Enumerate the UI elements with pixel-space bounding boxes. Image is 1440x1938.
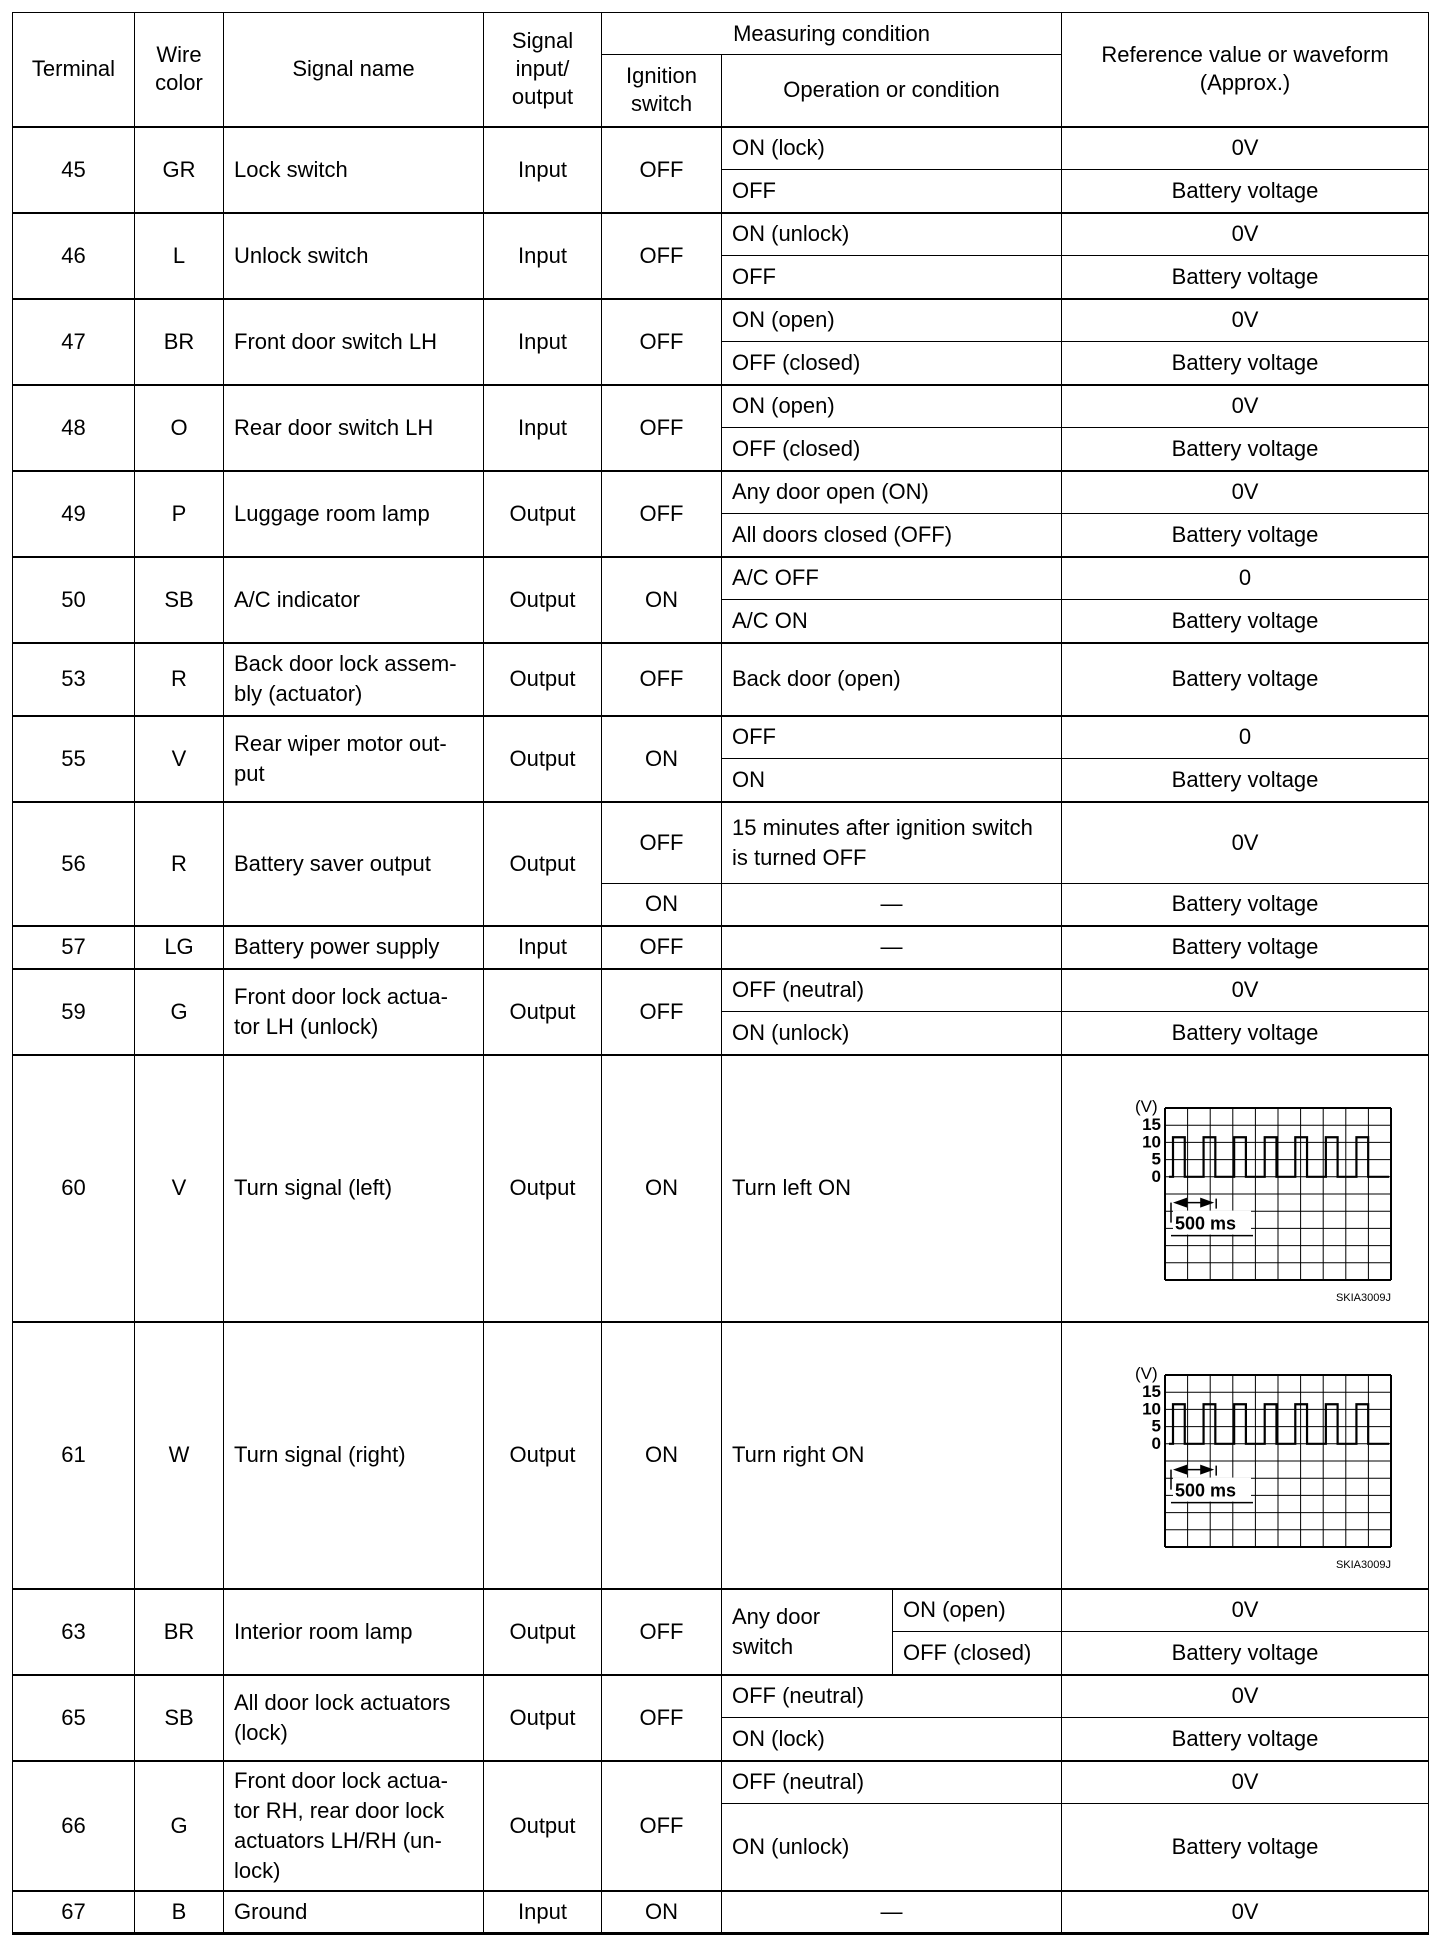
- table-row: [13, 1322, 1429, 1589]
- terminal-cell: 46: [13, 213, 135, 299]
- operation-cell: OFF (closed): [722, 342, 1062, 385]
- ignition-cell: OFF: [602, 213, 722, 299]
- header-wire-color: Wire color: [135, 13, 224, 127]
- waveform-chart: [1095, 1340, 1395, 1570]
- terminal-cell: 66: [13, 1761, 135, 1891]
- signal-name-cell: Luggage room lamp: [224, 471, 484, 557]
- waveform-trace: [1169, 1404, 1389, 1444]
- waveform-chart: [1095, 1073, 1395, 1303]
- operation-cell: —: [722, 926, 1062, 969]
- waveform-cell: [1062, 1322, 1429, 1589]
- signal-name-cell: Front door lock actua-tor RH, rear door lock actuators LH/RH (un-lock): [224, 1761, 484, 1891]
- y-tick-label: 5: [1151, 1416, 1162, 1436]
- table-row: [13, 1055, 1429, 1322]
- operation-cell: All doors closed (OFF): [722, 514, 1062, 557]
- y-tick-label: 0: [1151, 1166, 1162, 1186]
- wire-color-cell: V: [135, 1055, 224, 1322]
- table-row: [13, 1589, 1429, 1632]
- operation-group-cell: Any door switch: [722, 1589, 893, 1675]
- table-row: [13, 127, 1429, 170]
- table-row: [13, 1891, 1429, 1934]
- reference-cell: 0V: [1062, 969, 1429, 1012]
- operation-cell: OFF: [722, 716, 1062, 759]
- waveform-cell: [1062, 1055, 1429, 1322]
- operation-cell: —: [722, 884, 1062, 926]
- signal-io-cell: Output: [484, 1589, 602, 1675]
- terminal-cell: 55: [13, 716, 135, 802]
- terminal-cell: 65: [13, 1675, 135, 1761]
- operation-cell: A/C ON: [722, 600, 1062, 643]
- wire-color-cell: SB: [135, 1675, 224, 1761]
- terminal-cell: 49: [13, 471, 135, 557]
- reference-cell: 0V: [1062, 127, 1429, 170]
- signal-name-cell: All door lock actuators (lock): [224, 1675, 484, 1761]
- arrow-left-icon: [1200, 1465, 1214, 1475]
- terminal-cell: 67: [13, 1891, 135, 1934]
- reference-cell: 0V: [1062, 213, 1429, 256]
- signal-name-cell: Turn signal (left): [224, 1055, 484, 1322]
- ignition-cell: ON: [602, 884, 722, 926]
- reference-cell: 0: [1062, 716, 1429, 759]
- table-row: [13, 299, 1429, 342]
- signal-name-cell: Interior room lamp: [224, 1589, 484, 1675]
- operation-cell: ON (unlock): [722, 1804, 1062, 1891]
- wire-color-cell: BR: [135, 1589, 224, 1675]
- terminal-cell: 56: [13, 802, 135, 926]
- ignition-cell: ON: [602, 1055, 722, 1322]
- wire-color-cell: B: [135, 1891, 224, 1934]
- reference-cell: Battery voltage: [1062, 600, 1429, 643]
- reference-cell: Battery voltage: [1062, 342, 1429, 385]
- signal-io-cell: Input: [484, 926, 602, 969]
- arrow-right-icon: [1173, 1465, 1187, 1475]
- signal-io-cell: Output: [484, 1761, 602, 1891]
- reference-cell: Battery voltage: [1062, 256, 1429, 299]
- reference-cell: 0V: [1062, 385, 1429, 428]
- operation-cell: 15 minutes after ignition switch is turned OFF: [722, 802, 1062, 884]
- table-row: [13, 716, 1429, 759]
- ignition-cell: OFF: [602, 1589, 722, 1675]
- terminal-cell: 53: [13, 643, 135, 716]
- table-row: [13, 969, 1429, 1012]
- y-unit-label: (V): [1135, 1097, 1158, 1116]
- reference-cell: Battery voltage: [1062, 428, 1429, 471]
- operation-cell: OFF: [722, 170, 1062, 213]
- wire-color-cell: W: [135, 1322, 224, 1589]
- figure-code: SKIA3009J: [1335, 1559, 1392, 1570]
- operation-cell: ON (lock): [722, 127, 1062, 170]
- header-measuring-condition: Measuring condition: [602, 13, 1062, 55]
- operation-cell: ON (open): [722, 299, 1062, 342]
- operation-cell: OFF (neutral): [722, 969, 1062, 1012]
- table-row: [13, 213, 1429, 256]
- wire-color-cell: V: [135, 716, 224, 802]
- ignition-cell: OFF: [602, 802, 722, 884]
- signal-name-cell: Lock switch: [224, 127, 484, 213]
- table-row: [13, 1675, 1429, 1718]
- ignition-cell: OFF: [602, 127, 722, 213]
- header-ignition-switch: Ignition switch: [602, 55, 722, 127]
- signal-io-cell: Output: [484, 1055, 602, 1322]
- wire-color-cell: G: [135, 969, 224, 1055]
- time-scale-label: 500 ms: [1175, 1480, 1237, 1501]
- reference-cell: Battery voltage: [1062, 759, 1429, 802]
- operation-cell: ON (unlock): [722, 1012, 1062, 1055]
- signal-io-cell: Output: [484, 716, 602, 802]
- wire-color-cell: P: [135, 471, 224, 557]
- signal-name-cell: Turn signal (right): [224, 1322, 484, 1589]
- terminal-cell: 57: [13, 926, 135, 969]
- reference-cell: Battery voltage: [1062, 884, 1429, 926]
- ignition-cell: OFF: [602, 471, 722, 557]
- operation-cell: ON: [722, 759, 1062, 802]
- header-terminal: Terminal: [13, 13, 135, 127]
- signal-name-cell: Back door lock assem-bly (actuator): [224, 643, 484, 716]
- terminal-cell: 59: [13, 969, 135, 1055]
- wire-color-cell: G: [135, 1761, 224, 1891]
- header-reference-value: Reference value or waveform (Approx.): [1062, 13, 1429, 127]
- signal-name-cell: Front door switch LH: [224, 299, 484, 385]
- reference-cell: Battery voltage: [1062, 1632, 1429, 1675]
- y-tick-label: 5: [1151, 1149, 1162, 1169]
- signal-name-cell: Ground: [224, 1891, 484, 1934]
- y-tick-label: 10: [1142, 1399, 1162, 1419]
- ignition-cell: ON: [602, 716, 722, 802]
- y-tick-label: 10: [1142, 1132, 1162, 1152]
- operation-cell: Turn right ON: [722, 1322, 1062, 1589]
- operation-cell: ON (open): [722, 385, 1062, 428]
- table-row: [13, 1761, 1429, 1804]
- figure-code: SKIA3009J: [1335, 1292, 1392, 1303]
- operation-cell: ON (lock): [722, 1718, 1062, 1761]
- header-signal-io: Signal input/ output: [484, 13, 602, 127]
- signal-io-cell: Input: [484, 213, 602, 299]
- table-row: [13, 471, 1429, 514]
- waveform-trace: [1169, 1137, 1389, 1177]
- terminal-cell: 50: [13, 557, 135, 643]
- terminal-cell: 45: [13, 127, 135, 213]
- reference-cell: 0V: [1062, 1891, 1429, 1934]
- signal-name-cell: Rear wiper motor out-put: [224, 716, 484, 802]
- signal-name-cell: Battery power supply: [224, 926, 484, 969]
- wire-color-cell: R: [135, 802, 224, 926]
- reference-cell: 0: [1062, 557, 1429, 600]
- terminal-cell: 61: [13, 1322, 135, 1589]
- operation-cell: OFF (closed): [893, 1632, 1062, 1675]
- operation-cell: ON (open): [893, 1589, 1062, 1632]
- reference-cell: Battery voltage: [1062, 170, 1429, 213]
- ignition-cell: ON: [602, 1891, 722, 1934]
- header-operation-condition: Operation or condition: [722, 55, 1062, 127]
- ignition-cell: ON: [602, 557, 722, 643]
- signal-name-cell: A/C indicator: [224, 557, 484, 643]
- reference-cell: Battery voltage: [1062, 643, 1429, 716]
- wire-color-cell: R: [135, 643, 224, 716]
- signal-name-cell: Rear door switch LH: [224, 385, 484, 471]
- table-row: [13, 385, 1429, 428]
- ignition-cell: OFF: [602, 385, 722, 471]
- signal-name-cell: Unlock switch: [224, 213, 484, 299]
- signal-io-cell: Output: [484, 471, 602, 557]
- signal-io-cell: Input: [484, 299, 602, 385]
- signal-io-cell: Input: [484, 127, 602, 213]
- reference-cell: Battery voltage: [1062, 1718, 1429, 1761]
- reference-cell: 0V: [1062, 471, 1429, 514]
- y-unit-label: (V): [1135, 1364, 1158, 1383]
- operation-cell: Any door open (ON): [722, 471, 1062, 514]
- signal-name-cell: Front door lock actua-tor LH (unlock): [224, 969, 484, 1055]
- ignition-cell: OFF: [602, 969, 722, 1055]
- operation-cell: OFF (neutral): [722, 1761, 1062, 1804]
- terminal-cell: 47: [13, 299, 135, 385]
- operation-cell: OFF (closed): [722, 428, 1062, 471]
- ignition-cell: OFF: [602, 643, 722, 716]
- signal-io-cell: Output: [484, 1322, 602, 1589]
- y-tick-label: 15: [1142, 1382, 1162, 1402]
- signal-io-cell: Output: [484, 1675, 602, 1761]
- reference-cell: 0V: [1062, 802, 1429, 884]
- terminal-cell: 48: [13, 385, 135, 471]
- header-signal-name: Signal name: [224, 13, 484, 127]
- operation-cell: A/C OFF: [722, 557, 1062, 600]
- table-body: [13, 127, 1429, 1934]
- ignition-cell: OFF: [602, 1675, 722, 1761]
- signal-io-cell: Output: [484, 969, 602, 1055]
- reference-cell: Battery voltage: [1062, 514, 1429, 557]
- signal-io-cell: Input: [484, 385, 602, 471]
- wire-color-cell: GR: [135, 127, 224, 213]
- terminal-cell: 60: [13, 1055, 135, 1322]
- table-row: [13, 802, 1429, 884]
- table-row: [13, 557, 1429, 600]
- reference-cell: Battery voltage: [1062, 1012, 1429, 1055]
- wire-color-cell: L: [135, 213, 224, 299]
- signal-io-cell: Output: [484, 802, 602, 926]
- wire-color-cell: SB: [135, 557, 224, 643]
- time-scale-label: 500 ms: [1175, 1213, 1237, 1234]
- arrow-left-icon: [1200, 1198, 1214, 1208]
- ignition-cell: OFF: [602, 299, 722, 385]
- table-row: [13, 643, 1429, 716]
- signal-io-cell: Output: [484, 643, 602, 716]
- arrow-right-icon: [1173, 1198, 1187, 1208]
- reference-cell: Battery voltage: [1062, 1804, 1429, 1891]
- operation-cell: Turn left ON: [722, 1055, 1062, 1322]
- wire-color-cell: LG: [135, 926, 224, 969]
- terminal-spec-table: [12, 12, 1429, 1935]
- operation-cell: —: [722, 1891, 1062, 1934]
- ignition-cell: OFF: [602, 1761, 722, 1891]
- reference-cell: 0V: [1062, 1589, 1429, 1632]
- terminal-cell: 63: [13, 1589, 135, 1675]
- signal-io-cell: Output: [484, 557, 602, 643]
- signal-io-cell: Input: [484, 1891, 602, 1934]
- table-row: [13, 926, 1429, 969]
- wire-color-cell: BR: [135, 299, 224, 385]
- ignition-cell: ON: [602, 1322, 722, 1589]
- operation-cell: Back door (open): [722, 643, 1062, 716]
- ignition-cell: OFF: [602, 926, 722, 969]
- operation-cell: OFF: [722, 256, 1062, 299]
- reference-cell: 0V: [1062, 1761, 1429, 1804]
- signal-name-cell: Battery saver output: [224, 802, 484, 926]
- wire-color-cell: O: [135, 385, 224, 471]
- y-tick-label: 15: [1142, 1115, 1162, 1135]
- reference-cell: 0V: [1062, 1675, 1429, 1718]
- y-tick-label: 0: [1151, 1433, 1162, 1453]
- reference-cell: Battery voltage: [1062, 926, 1429, 969]
- operation-cell: OFF (neutral): [722, 1675, 1062, 1718]
- reference-cell: 0V: [1062, 299, 1429, 342]
- operation-cell: ON (unlock): [722, 213, 1062, 256]
